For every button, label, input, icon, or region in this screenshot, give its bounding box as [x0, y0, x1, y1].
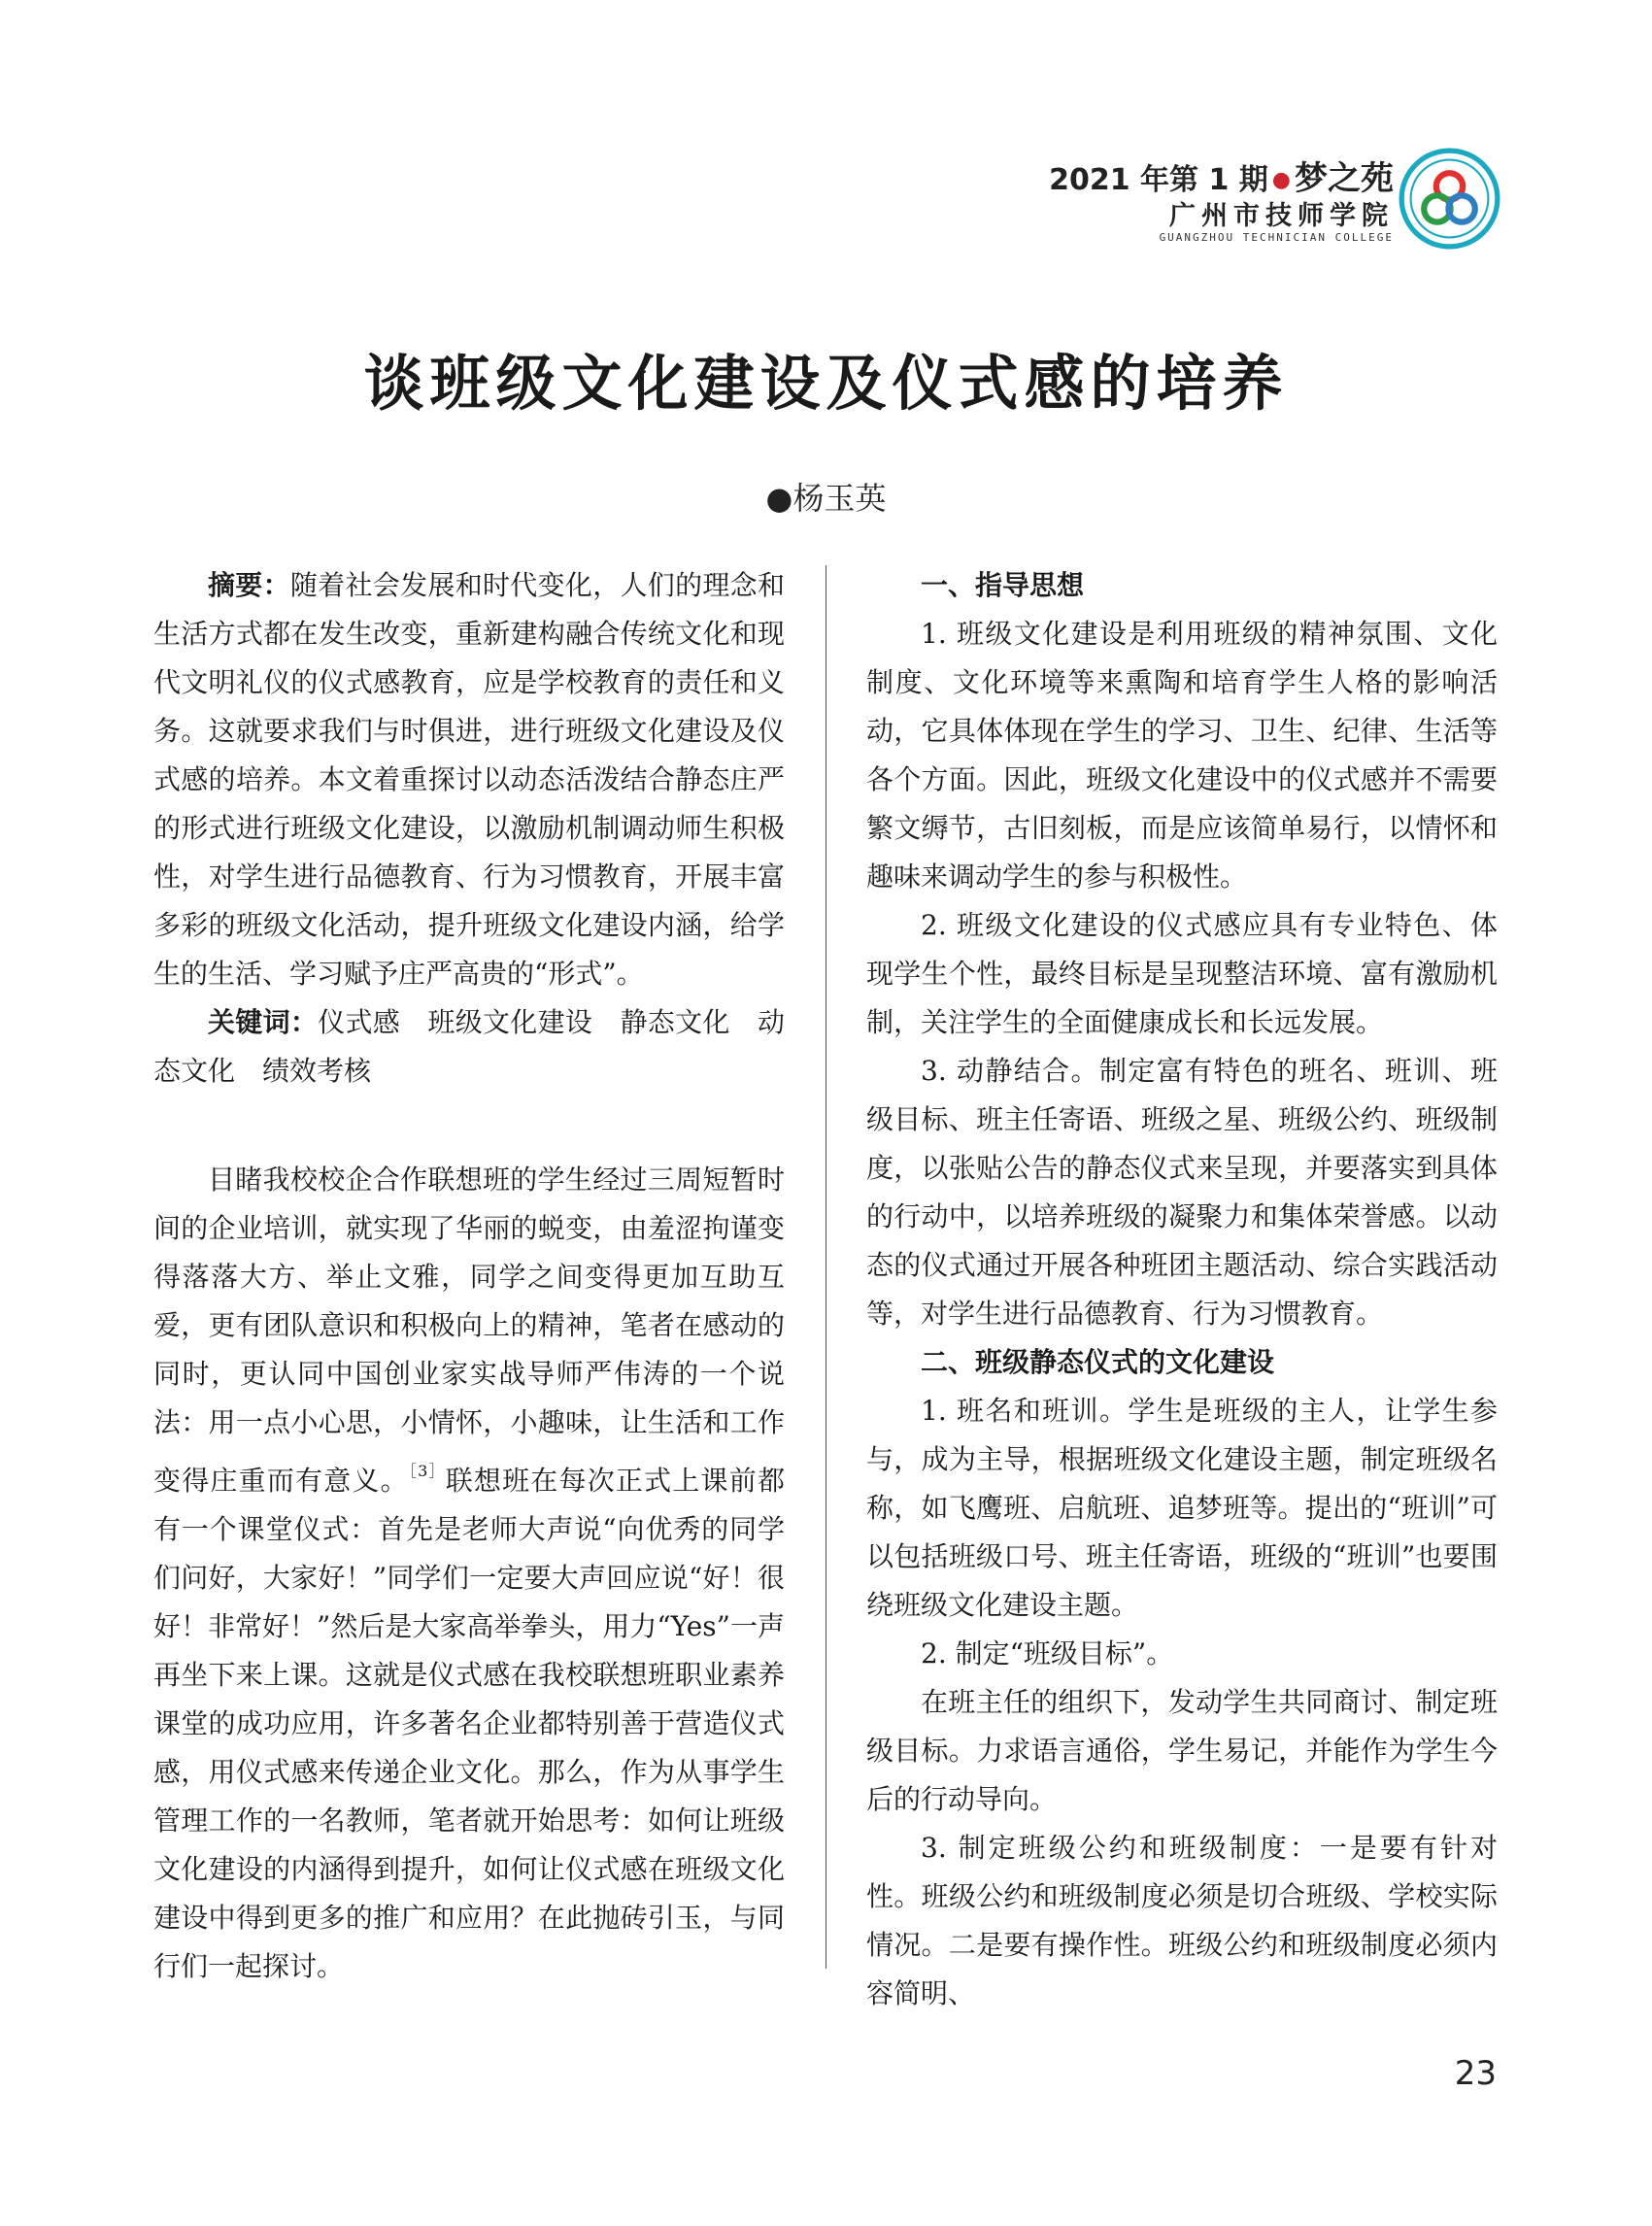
- magazine-name: 梦之苑: [1295, 159, 1394, 198]
- section2-para: 1. 班名和班训。学生是班级的主人，让学生参与，成为主导，根据班级文化建设主题，制定班级名称，如飞鹰班、启航班、追梦班等。提出的“班训”可以包括班级口号、班主任寄语，班级的“班训”也要围绕班级文化建设主题。: [866, 1395, 1498, 1621]
- citation-ref: ［3］: [408, 1462, 446, 1480]
- separator-dot-icon: ●: [1271, 168, 1291, 192]
- college-name-cn: 广州市技师学院: [1169, 201, 1394, 231]
- keywords: [153, 998, 785, 1096]
- section2-para: 3. 制定班级公约和班级制度：一是要有针对性。班级公约和班级制度必须是切合班级、学校实际情况。二是要有操作性。班级公约和班级制度必须内容简明、: [866, 1832, 1498, 2009]
- issue-label: 2021 年第 1 期: [1049, 163, 1268, 197]
- section1-heading: 一、指导思想: [921, 569, 1085, 601]
- right-column: [866, 561, 1498, 2018]
- abstract: [153, 561, 785, 998]
- page-number: 23: [1454, 2054, 1497, 2093]
- left-column: [153, 561, 785, 1991]
- section1-para: 1. 班级文化建设是利用班级的精神氛围、文化制度、文化环境等来熏陶和培育学生人格的影响活动，它具体体现在学生的学习、卫生、纪律、生活等各个方面。因此，班级文化建设中的仪式感并不需要繁文缛节，古旧刻板，而是应该简单易行，以情怀和趣味来调动学生的参与积极性。: [866, 618, 1498, 893]
- abstract-label: 摘要：: [208, 569, 290, 601]
- keywords-text: 仪式感 班级文化建设 静态文化 动态文化 绩效考核: [153, 1006, 785, 1087]
- spacer: [153, 1096, 785, 1156]
- intro-part1: 目睹我校校企合作联想班的学生经过三周短暂时间的企业培训，就实现了华丽的蜕变，由羞涩拘谨变得落落大方、举止文雅，同学之间变得更加互助互爱，更有团队意识和积极向上的精神，笔者在感动的同时，更认同中国创业家实战导师严伟涛的一个说法：用一点小心思，小情怀，小趣味，让生活和工作变得庄重而有意义。: [153, 1164, 785, 1497]
- section2-para: 在班主任的组织下，发动学生共同商讨、制定班级目标。力求语言通俗，学生易记，并能作为学生今后的行动导向。: [866, 1686, 1498, 1815]
- journal-header: [1049, 146, 1525, 253]
- article-author: ●杨玉英: [765, 480, 887, 517]
- abstract-text: 随着社会发展和时代变化，人们的理念和生活方式都在发生改变，重新建构融合传统文化和现代文明礼仪的仪式感教育，应是学校教育的责任和义务。这就要求我们与时俱进，进行班级文化建设及仪式感的培养。本文着重探讨以动态活泼结合静态庄严的形式进行班级文化建设，以激励机制调动师生积极性，对学生进行品德教育、行为习惯教育，开展丰富多彩的班级文化活动，提升班级文化建设内涵，给学生的生活、学习赋予庄严高贵的“形式”。: [153, 569, 785, 990]
- college-name-en: GUANGZHOU TECHNICIAN COLLEGE: [1159, 231, 1394, 244]
- keywords-label: 关键词：: [208, 1006, 319, 1038]
- section2-heading: 二、班级静态仪式的文化建设: [921, 1346, 1275, 1378]
- section2-para: 2. 制定“班级目标”。: [921, 1637, 1174, 1670]
- section1-para: 3. 动静结合。制定富有特色的班名、班训、班级目标、班主任寄语、班级之星、班级公约、班级制度，以张贴公告的静态仪式来呈现，并要落实到具体的行动中，以培养班级的凝聚力和集体荣誉感。以动态的仪式通过开展各种班团主题活动、综合实践活动等，对学生进行品德教育、行为习惯教育。: [866, 1055, 1498, 1330]
- college-logo-icon: [1399, 148, 1500, 250]
- intro-paragraph: [153, 1156, 785, 1991]
- article-title: 谈班级文化建设及仪式感的培养: [363, 348, 1289, 419]
- intro-part2: 联想班在每次正式上课前都有一个课堂仪式：首先是老师大声说“向优秀的同学们问好，大家好！”同学们一定要大声回应说“好！很好！非常好！”然后是大家高举拳头，用力“Yes”一声再坐下来上课。这就是仪式感在我校联想班职业素养课堂的成功应用，许多著名企业都特别善于营造仪式感，用仪式感来传递企业文化。那么，作为从事学生管理工作的一名教师，笔者就开始思考：如何让班级文化建设的内涵得到提升，如何让仪式感在班级文化建设中得到更多的推广和应用？在此抛砖引玉，与同行们一起探讨。: [153, 1465, 785, 1982]
- issue-line: [1049, 152, 1394, 199]
- section1-para: 2. 班级文化建设的仪式感应具有专业特色、体现学生个性，最终目标是呈现整洁环境、富有激励机制，关注学生的全面健康成长和长远发展。: [866, 909, 1498, 1038]
